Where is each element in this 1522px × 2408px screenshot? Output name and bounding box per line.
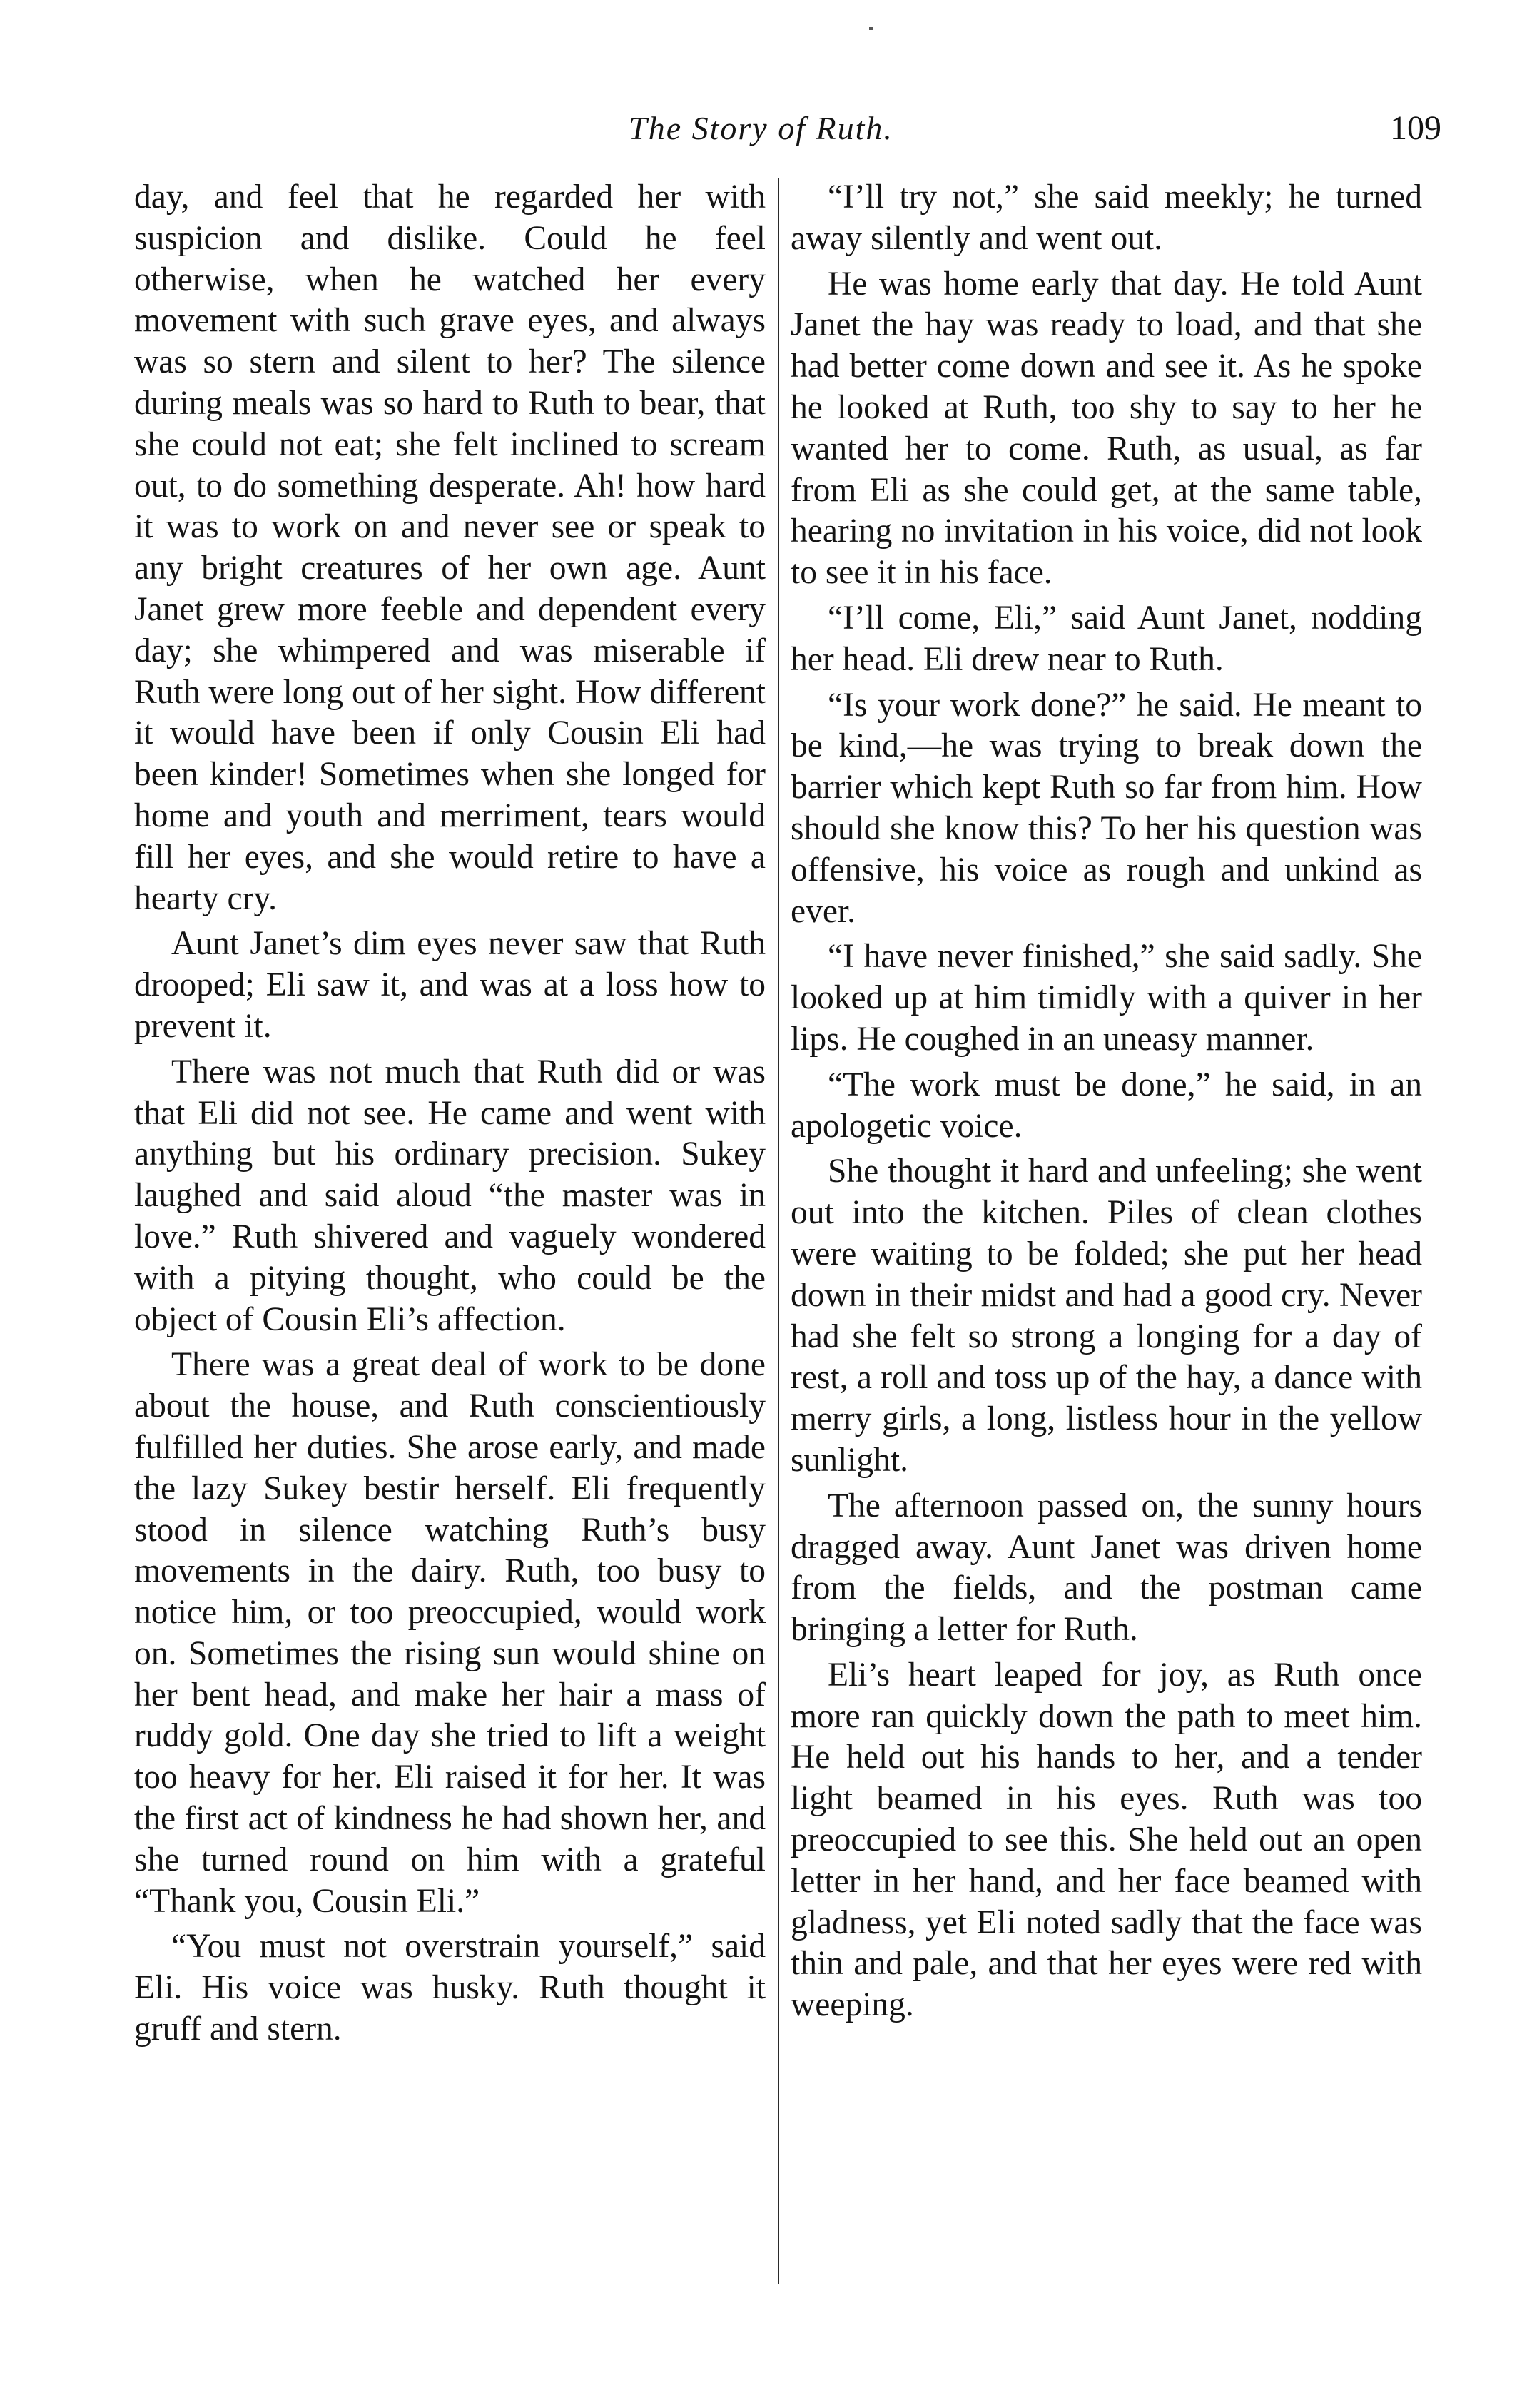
paragraph: “The work must be done,” he said, in an apologetic voice. — [791, 1066, 1422, 1145]
paragraph: There was not much that Ruth did or was that Eli did not see. He came and went with anything but his ordinary precision. Sukey laughed and said aloud “the master was in love.” Ruth shivered and vaguely wondered with a pitying thought, who could be the object of Cousin Eli’s affection. — [134, 1053, 766, 1338]
paragraph: He was home early that day. He told Aunt Janet the hay was ready to load, and that she had better come down and see it. As he spoke he looked at Ruth, too shy to say to her he wanted her to come. Ruth, as usual, as far from Eli as she could get, at the same table, hearing no invitation in his voice, did not look to see it in his face. — [791, 265, 1422, 592]
paragraph: “Is your work done?” he said. He meant to be kind,—he was trying to break down the barrier which kept Ruth so far from him. How should she know this? To her his question was offensive, his voice as rough and unkind as ever. — [791, 686, 1422, 930]
paragraph: Aunt Janet’s dim eyes never saw that Ruth drooped; Eli saw it, and was at a loss how to prevent it. — [134, 925, 766, 1045]
print-mark — [869, 27, 873, 30]
running-head — [0, 107, 1522, 157]
page-number: 109 — [1390, 109, 1441, 147]
right-column — [791, 177, 1422, 2030]
left-column — [134, 177, 766, 2055]
paragraph: “I have never finished,” she said sadly. She looked up at him timidly with a quiver in her lips. He coughed in an uneasy manner. — [791, 938, 1422, 1058]
paragraph: day, and feel that he regarded her with suspicion and dislike. Could he feel otherwise, when he watched her every movement with such grave eyes, and always was so stern and silent to her? The silence during meals was so hard to Ruth to bear, that she could not eat; she felt inclined to scream out, to do something desperate. Ah! how hard it was to work on and never see or speak to any bright creatures of her own age. Aunt Janet grew more feeble and dependent every day; she whimpered and was miserable if Ruth were long out of her sight. How different it would have been if only Cousin Eli had been kinder! Sometimes when she longed for home and youth and merriment, tears would fill her eyes, and she would retire to have a hearty cry. — [134, 178, 766, 917]
column-divider — [778, 178, 779, 2284]
paragraph: “I’ll come, Eli,” said Aunt Janet, nodding her head. Eli drew near to Ruth. — [791, 599, 1422, 678]
running-title: The Story of Ruth. — [629, 110, 893, 146]
paragraph: She thought it hard and unfeeling; she went out into the kitchen. Piles of clean clothes were waiting to be folded; she put her head down in their midst and had a good cry. Never had she felt so strong a longing for a day of rest, a roll and toss up of the hay, a dance with merry girls, a long, listless hour in the yellow sunlight. — [791, 1153, 1422, 1479]
paragraph: “You must not overstrain yourself,” said Eli. His voice was husky. Ruth thought it gruff and stern. — [134, 1928, 766, 2048]
paragraph: “I’ll try not,” she said meekly; he turned away silently and went out. — [791, 178, 1422, 257]
paragraph: Eli’s heart leaped for joy, as Ruth once more ran quickly down the path to meet him. He held out his hands to her, and a tender light beamed in his eyes. Ruth was too preoccupied to see this. She held out an open letter in her hand, and her face beamed with gladness, yet Eli noted sadly that the face was thin and pale, and that her eyes were red with weeping. — [791, 1656, 1422, 2024]
paragraph: The afternoon passed on, the sunny hours dragged away. Aunt Janet was driven home from the fields, and the postman came bringing a letter for Ruth. — [791, 1487, 1422, 1649]
paragraph: There was a great deal of work to be done about the house, and Ruth conscientiously fulfilled her duties. She arose early, and made the lazy Sukey bestir herself. Eli frequently stood in silence watching Ruth’s busy movements in the dairy. Ruth, too busy to notice him, or too preoccupied, would work on. Sometimes the rising sun would shine on her bent head, and make her hair a mass of ruddy gold. One day she tried to lift a weight too heavy for her. Eli raised it for her. It was the first act of kindness he had shown her, and she turned round on him with a grateful “Thank you, Cousin Eli.” — [134, 1346, 766, 1920]
